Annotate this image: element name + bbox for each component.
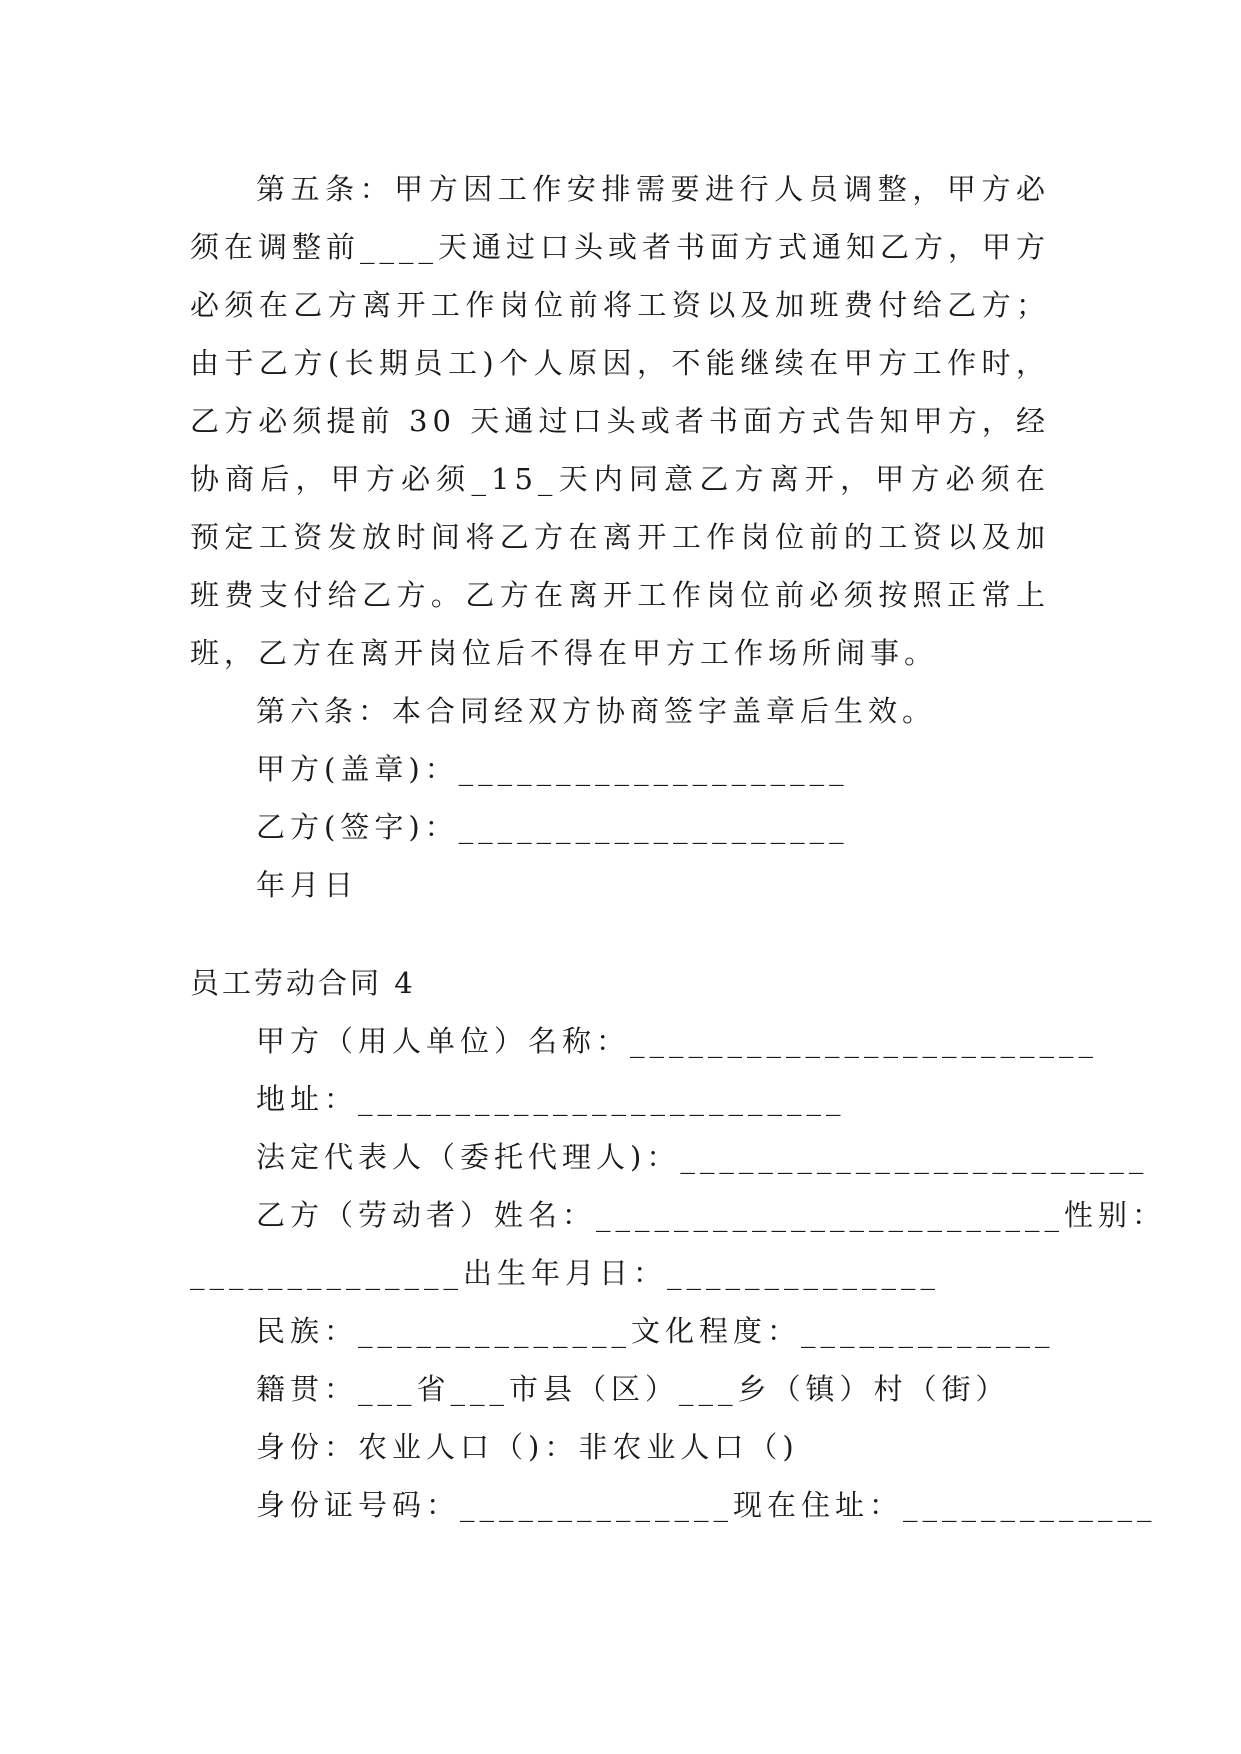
party-a-seal-line: 甲方(盖章)：____________________ (256, 752, 849, 786)
date-line: 年月日 (256, 868, 359, 902)
document-page (190, 160, 1167, 1534)
address-line: 地址：_________________________ (256, 1082, 846, 1116)
birth-date-line: ______________出生年月日：______________ (190, 1256, 941, 1290)
contract-4-title: 员工劳动合同 4 (190, 966, 416, 1000)
employer-name-line: 甲方（用人单位）名称：________________________ (256, 1024, 1099, 1058)
party-b-sign-line: 乙方(签字)：____________________ (256, 810, 849, 844)
identity-type-line: 身份：农业人口（)：非农业人口（) (256, 1430, 799, 1464)
id-number-address-line: 身份证号码：______________现在住址：_____________ (256, 1488, 1157, 1522)
ethnicity-education-line: 民族：______________文化程度：_____________ (256, 1314, 1055, 1348)
section-gap (190, 914, 1050, 954)
article-5-paragraph: 第五条：甲方因工作安排需要进行人员调整，甲方必须在调整前____天通过口头或者书面方式通知乙方，甲方必须在乙方离开工作岗位前将工资以及加班费付给乙方；由于乙方(长期员工)个人原因，不能继续在甲方工作时，乙方必须提前 30 天通过口头或者书面方式告知甲方，经协商后，甲方必须_15_天内同意乙方离开，甲方必须在预定工资发放时间将乙方在离开工作岗位前的工资以及加班费支付给乙方。乙方在离开工作岗位前必须按照正常上班，乙方在离开岗位后不得在甲方工作场所闹事。 (190, 172, 1051, 670)
native-place-line: 籍贯：___省___市县（区）___乡（镇）村（街） (256, 1372, 1010, 1406)
employee-name-gender-line: 乙方（劳动者）姓名：________________________性别： (256, 1198, 1167, 1232)
legal-representative-line: 法定代表人（委托代理人)：________________________ (256, 1140, 1149, 1174)
article-6-paragraph: 第六条：本合同经双方协商签字盖章后生效。 (256, 694, 937, 728)
